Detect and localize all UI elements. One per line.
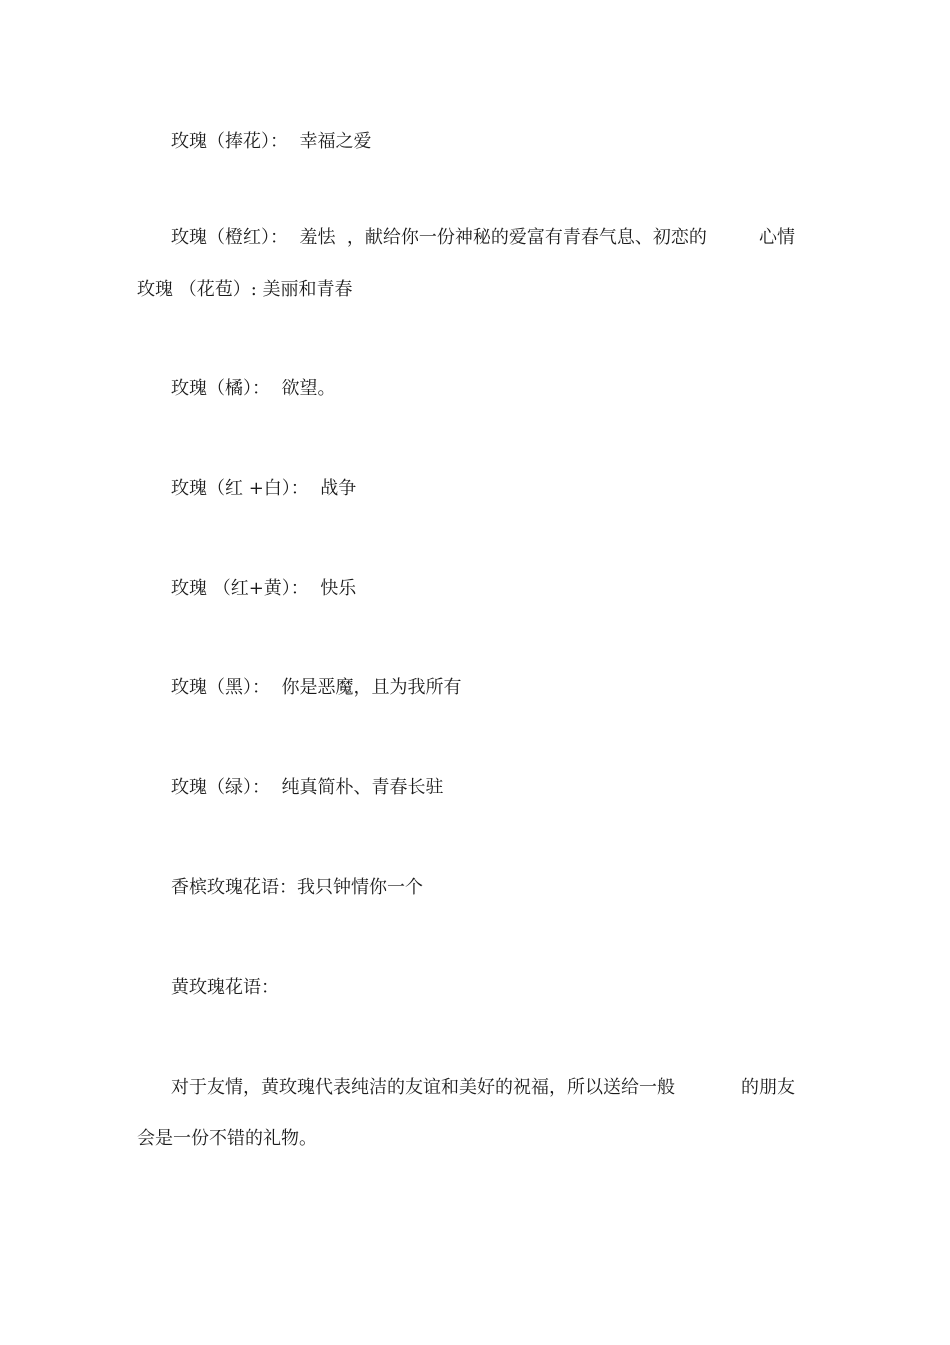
paragraph-red-yellow-rose: 玫瑰 （红+黄）： 快乐 xyxy=(171,578,357,599)
paragraph-yellow-rose-gift: 会是一份不错的礼物。 xyxy=(137,1128,317,1149)
paragraph-rose-bud: 玫瑰 （花苞）: 美丽和青春 xyxy=(137,279,353,300)
paragraph-yellow-rose-heading: 黄玫瑰花语： xyxy=(171,977,279,998)
paragraph-yellow-rose-friendship-tail: 的朋友 xyxy=(741,1077,795,1098)
paragraph-black-rose: 玫瑰（黑）： 你是恶魔，且为我所有 xyxy=(171,677,462,698)
paragraph-champagne-rose: 香槟玫瑰花语：我只钟情你一个 xyxy=(171,877,423,898)
paragraph-orange-red-rose-tail: 心情 xyxy=(759,227,795,248)
paragraph-tangerine-rose: 玫瑰（橘）： 欲望。 xyxy=(171,378,336,399)
paragraph-yellow-rose-friendship: 对于友情，黄玫瑰代表纯洁的友谊和美好的祝福，所以送给一般 xyxy=(171,1077,675,1098)
paragraph-green-rose: 玫瑰（绿）： 纯真简朴、青春长驻 xyxy=(171,777,444,798)
paragraph-red-white-rose: 玫瑰（红 +白）： 战争 xyxy=(171,478,357,499)
paragraph-bouquet-rose: 玫瑰（捧花）： 幸福之爱 xyxy=(171,131,372,152)
paragraph-orange-red-rose: 玫瑰（橙红）： 羞怯 ，献给你一份神秘的爱富有青春气息、初恋的 xyxy=(171,227,707,248)
